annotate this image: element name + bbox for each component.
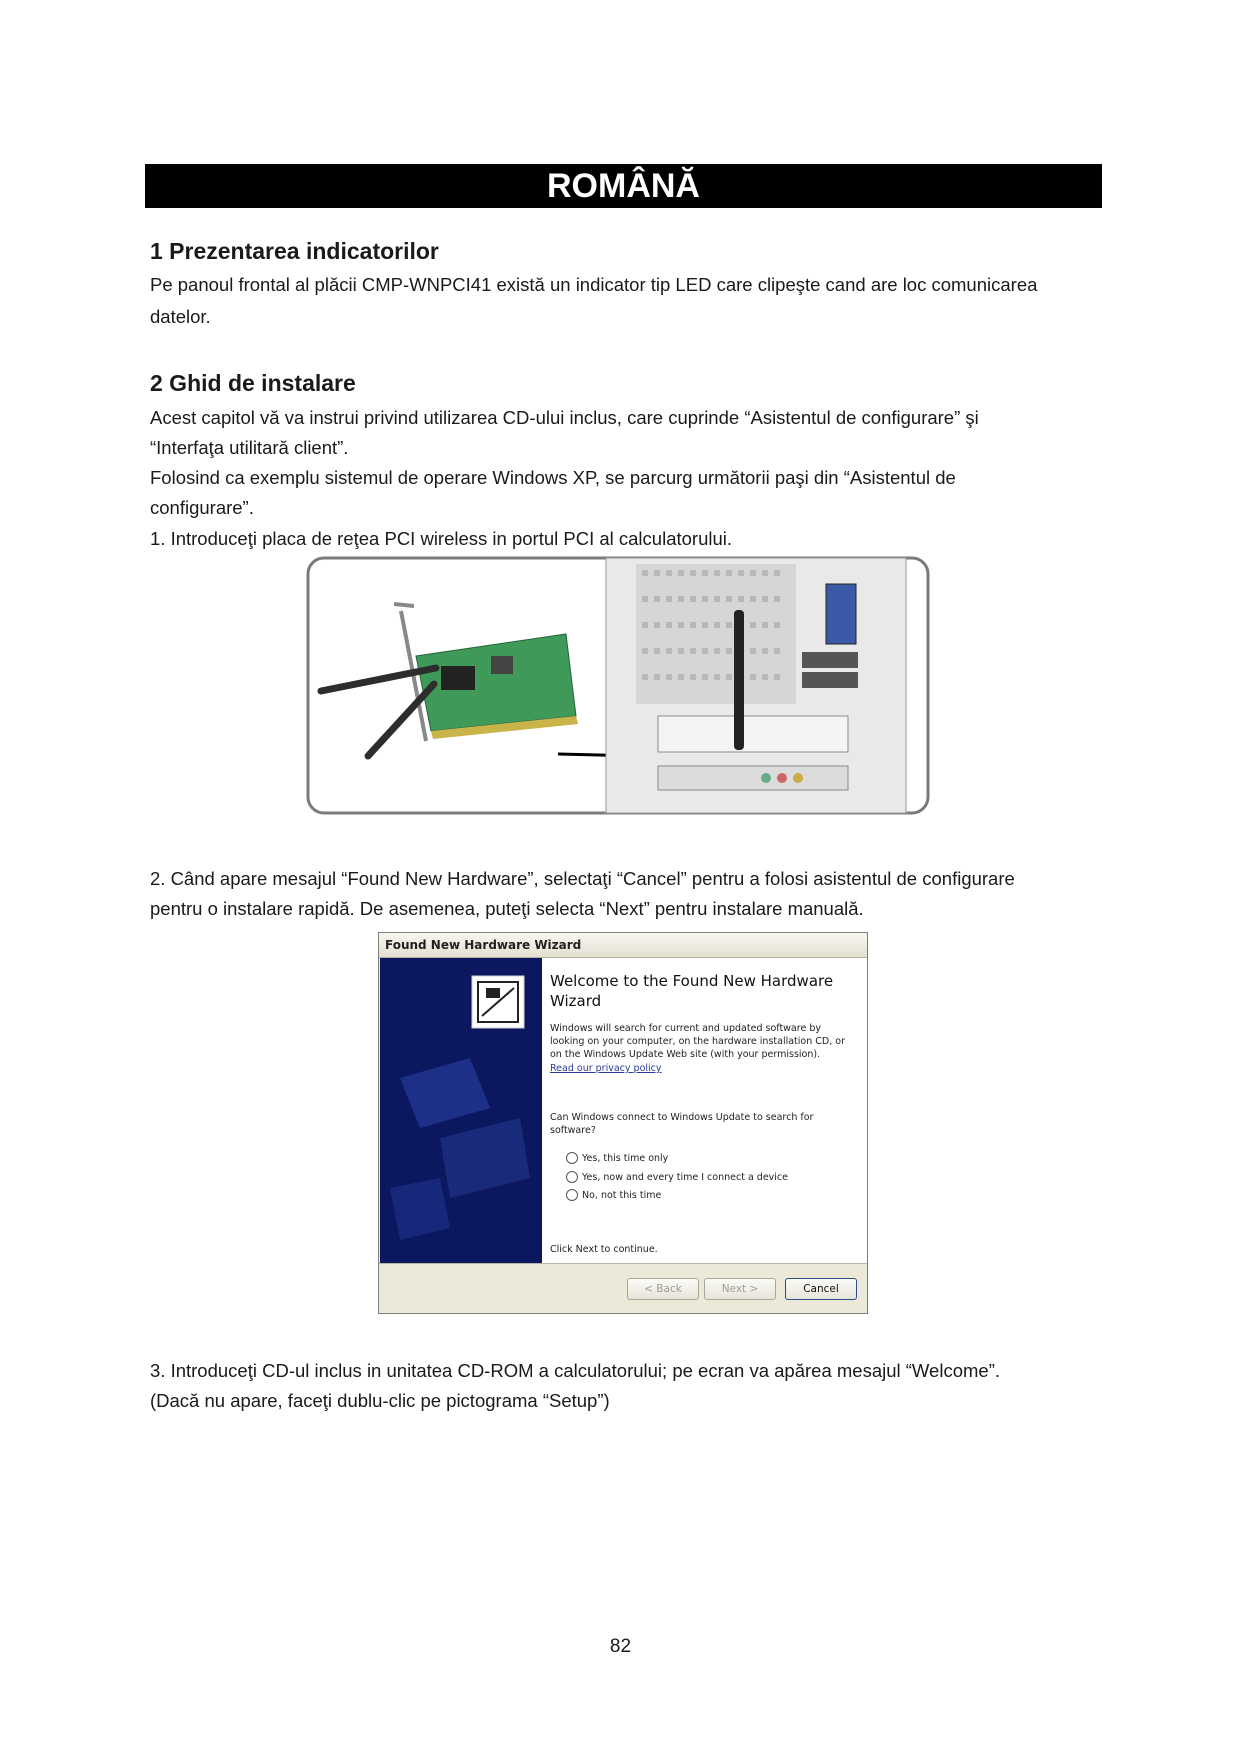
section-2-line-1: Acest capitol vă va instrui privind utilizarea CD-ului inclus, care cuprinde “Asistentul de configurare” şi	[150, 407, 979, 428]
radio-button[interactable]	[566, 1152, 578, 1164]
next-button[interactable]: Next >	[704, 1278, 776, 1300]
language-banner: ROMÂNĂ	[145, 164, 1102, 208]
section-1-line-2: datelor.	[150, 306, 211, 327]
radio-label: Yes, now and every time I connect a device	[582, 1171, 788, 1183]
wizard-description: Windows will search for current and updated software by looking on your computer, on the hardware installation CD, or on the Windows Update Web site (with your permission).	[550, 1023, 845, 1060]
back-button[interactable]: < Back	[627, 1278, 699, 1300]
radio-label: No, not this time	[582, 1189, 662, 1201]
privacy-policy-link[interactable]: Read our privacy policy	[550, 1063, 662, 1074]
wizard-question: Can Windows connect to Windows Update to search for software?	[550, 1112, 814, 1136]
section-2-line-4: configurare”.	[150, 497, 254, 518]
section-2-line-3: Folosind ca exemplu sistemul de operare Windows XP, se parcurg următorii paşi din “Asistentul de	[150, 467, 956, 488]
page-number: 82	[609, 1636, 632, 1657]
computer-back-panel	[606, 558, 906, 813]
section-1-line-1: Pe panoul frontal al plăcii CMP-WNPCI41 există un indicator tip LED care clipeşte cand are loc comunicarea	[150, 274, 1038, 295]
step-1-text: 1. Introduceţi placa de reţea PCI wireless in portul PCI al calculatorului.	[150, 528, 733, 549]
section-1-heading: 1 Prezentarea indicatorilor	[150, 238, 439, 264]
radio-option-yes-this-time[interactable]	[566, 1152, 668, 1164]
wizard-heading: Welcome to the Found New Hardware Wizard	[550, 972, 834, 1010]
radio-label: Yes, this time only	[582, 1152, 669, 1164]
hardware-wizard-icon	[380, 958, 542, 1264]
found-new-hardware-wizard	[378, 932, 868, 1314]
radio-option-no[interactable]	[566, 1189, 661, 1201]
radio-option-yes-every-time[interactable]	[566, 1171, 788, 1183]
section-2-heading: 2 Ghid de instalare	[150, 370, 356, 396]
step-3-line-2: (Dacă nu apare, faceţi dublu-clic pe pictograma “Setup”)	[150, 1390, 610, 1411]
radio-button[interactable]	[566, 1189, 578, 1201]
continue-hint: Click Next to continue.	[550, 1244, 658, 1255]
wizard-side-banner	[380, 958, 542, 1264]
step-2-line-1: 2. Când apare mesajul “Found New Hardware”, selectaţi “Cancel” pentru a folosi asistentul de configurare	[150, 868, 1015, 889]
pci-installation-figure	[306, 556, 930, 815]
step-2-line-2: pentru o instalare rapidă. De asemenea, puteţi selecta “Next” pentru instalare manuală.	[150, 898, 864, 919]
wizard-button-bar	[379, 1263, 867, 1313]
step-3-line-1: 3. Introduceţi CD-ul inclus in unitatea CD-ROM a calculatorului; pe ecran va apărea mesajul “Welcome”.	[150, 1360, 1000, 1381]
wizard-title: Found New Hardware Wizard	[379, 933, 867, 958]
section-2-line-2: “Interfaţa utilitară client”.	[150, 437, 349, 458]
cancel-button[interactable]: Cancel	[785, 1278, 857, 1300]
wizard-content	[542, 958, 867, 1264]
radio-button[interactable]	[566, 1171, 578, 1183]
